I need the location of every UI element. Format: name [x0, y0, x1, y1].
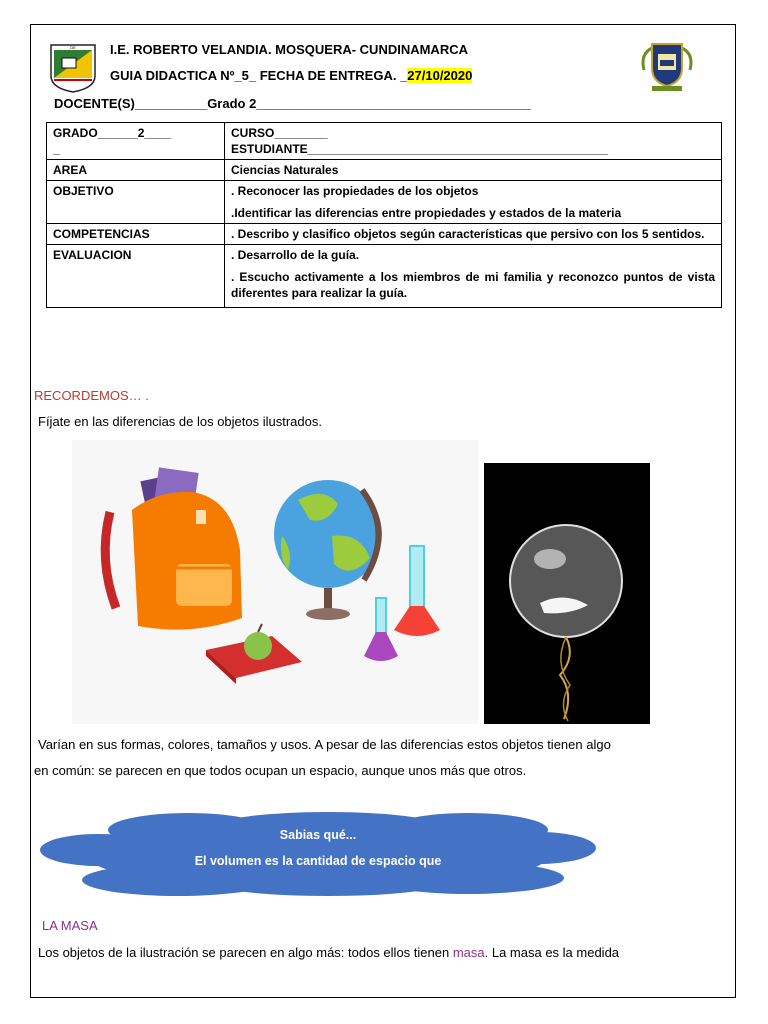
cloud-title: Sabias qué...: [279, 828, 357, 842]
curso-label: CURSO________: [231, 126, 328, 140]
grado-label: GRADO______2____: [53, 126, 172, 140]
school-crest-logo-icon: [636, 40, 698, 96]
row-value: [225, 181, 722, 224]
cloud-text: El volumen es la cantidad de espacio que: [194, 854, 442, 868]
section-title-recordemos: RECORDEMOS… .: [34, 388, 149, 403]
section-title-la-masa: LA MASA: [42, 918, 98, 933]
school-objects-illustration: [72, 440, 478, 724]
row-value: [225, 245, 722, 308]
table-row: [47, 160, 722, 181]
info-table: [46, 122, 722, 308]
evaluation-item: . Desarrollo de la guía.: [231, 248, 360, 262]
competency-item: . Describo y clasifico objetos según características que persivo con los 5 sentidos.: [231, 227, 705, 241]
svg-text:DE: DE: [70, 45, 76, 50]
guide-number-label: GUIA DIDACTICA Nº_5_ FECHA DE ENTREGA. _: [110, 68, 408, 83]
paragraph-line-2: en común: se parecen en que todos ocupan un espacio, aunque unos más que otros.: [34, 763, 527, 778]
grado-label-continuation: _: [53, 142, 60, 156]
guide-line: [110, 68, 472, 83]
row-value: [225, 224, 722, 245]
row-value: [225, 160, 722, 181]
school-shield-logo-icon: [48, 42, 98, 94]
intro-text: Fíjate en las diferencias de los objetos ilustrados.: [38, 414, 322, 429]
curso-cell: [225, 123, 722, 160]
evaluation-item: . Escucho activamente a los miembros de mi familia y reconozco puntos de vista diferentes para realizar la guía.: [231, 270, 715, 300]
school-name: I.E. ROBERTO VELANDIA. MOSQUERA- CUNDINAMARCA: [110, 42, 468, 57]
table-row: [47, 181, 722, 224]
delivery-date: 27/10/2020: [407, 68, 473, 83]
teacher-line: DOCENTE(S)__________Grado 2______________________________________: [54, 96, 532, 111]
area-value: Ciencias Naturales: [231, 163, 339, 177]
sabias-que-callout: [38, 812, 598, 896]
balloon-image: [484, 463, 650, 724]
objective-item: . Reconocer las propiedades de los objetos: [231, 184, 479, 198]
masa-highlight: masa: [452, 945, 485, 960]
row-label: OBJETIVO: [47, 181, 225, 224]
masa-text-start: Los objetos de la ilustración se parecen en algo más: todos ellos tienen: [38, 945, 453, 960]
table-row: [47, 245, 722, 308]
table-row: [47, 123, 722, 160]
paragraph-line-1: Varían en sus formas, colores, tamaños y usos. A pesar de las diferencias estos objetos tienen algo: [38, 737, 611, 752]
table-row: [47, 224, 722, 245]
row-label: AREA: [47, 160, 225, 181]
objective-item: .Identificar las diferencias entre propiedades y estados de la materia: [231, 206, 622, 220]
masa-paragraph: [38, 945, 619, 960]
grado-cell: [47, 123, 225, 160]
row-label: EVALUACION: [47, 245, 225, 308]
masa-text-end: . La masa es la medida: [484, 945, 620, 960]
row-label: COMPETENCIAS: [47, 224, 225, 245]
estudiante-label: ESTUDIANTE_____________________________________________: [231, 142, 608, 156]
